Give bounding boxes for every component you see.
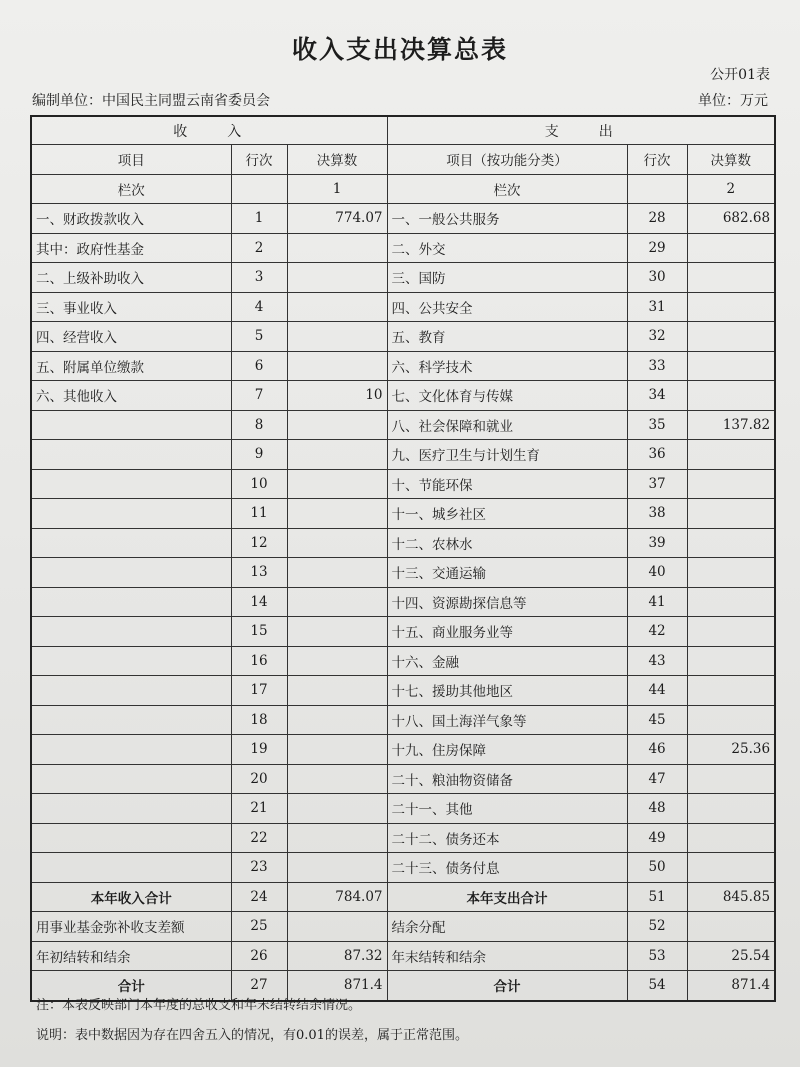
expense-item: 十五、商业服务业等: [387, 617, 627, 647]
income-row-no: 12: [231, 528, 287, 558]
table-row: [31, 705, 775, 735]
expense-item: 二十、粮油物资储备: [387, 764, 627, 794]
income-row-no: 9: [231, 440, 287, 470]
col-index-1: 1: [287, 174, 387, 204]
expense-item: 十、节能环保: [387, 469, 627, 499]
income-item: 一、财政拨款收入: [31, 204, 231, 234]
income-row-no: 16: [231, 646, 287, 676]
expense-item: 八、社会保障和就业: [387, 410, 627, 440]
grand-total-no-expense: 54: [627, 971, 687, 1001]
income-item: 其中：政府性基金: [31, 233, 231, 263]
table-row: [31, 735, 775, 765]
grand-total-label-expense: 合计: [387, 971, 627, 1001]
expense-amount: [687, 558, 775, 588]
col-index-blank: [231, 174, 287, 204]
table-row: [31, 853, 775, 883]
expense-row-no: 47: [627, 764, 687, 794]
col-label-2: 栏次: [387, 174, 627, 204]
expense-item: 九、医疗卫生与计划生育: [387, 440, 627, 470]
column-index-row: [31, 174, 775, 204]
income-amount: [287, 794, 387, 824]
income-amount: [287, 646, 387, 676]
expense-amount: [687, 646, 775, 676]
page-title: 收入支出决算总表: [291, 35, 508, 64]
fund-amount: [287, 912, 387, 942]
expense-amount: [687, 381, 775, 411]
col-item: 项目: [31, 145, 231, 175]
fund-no: 25: [231, 912, 287, 942]
income-header: 收 入: [31, 116, 387, 145]
expense-row-no: 37: [627, 469, 687, 499]
income-amount: [287, 322, 387, 352]
income-item: 四、经营收入: [31, 322, 231, 352]
income-item: 三、事业收入: [31, 292, 231, 322]
table-row: [31, 410, 775, 440]
income-row-no: 7: [231, 381, 287, 411]
income-row-no: 20: [231, 764, 287, 794]
table-row: [31, 617, 775, 647]
fund-label: 用事业基金弥补收支差额: [31, 912, 231, 942]
expense-item: 十二、农林水: [387, 528, 627, 558]
expense-item: 十九、住房保障: [387, 735, 627, 765]
income-item: [31, 705, 231, 735]
expense-item: 七、文化体育与传媒: [387, 381, 627, 411]
expense-amount: [687, 469, 775, 499]
income-total-amount: 784.07: [287, 882, 387, 912]
income-row-no: 4: [231, 292, 287, 322]
col-row-no-2: 行次: [627, 145, 687, 175]
expense-item: 四、公共安全: [387, 292, 627, 322]
income-expense-table: [30, 115, 776, 1002]
income-item: [31, 617, 231, 647]
expense-item: 十八、国土海洋气象等: [387, 705, 627, 735]
income-row-no: 3: [231, 263, 287, 293]
expense-row-no: 30: [627, 263, 687, 293]
fund-row: [31, 912, 775, 942]
carryover-row: [31, 941, 775, 971]
income-row-no: 22: [231, 823, 287, 853]
expense-amount: [687, 499, 775, 529]
form-code: 公开01表: [710, 67, 770, 83]
expense-row-no: 44: [627, 676, 687, 706]
income-amount: [287, 587, 387, 617]
table-row: [31, 204, 775, 234]
expense-item: 五、教育: [387, 322, 627, 352]
expense-amount: [687, 676, 775, 706]
income-item: 二、上级补助收入: [31, 263, 231, 293]
expense-amount: [687, 764, 775, 794]
expense-item: 二十三、债务付息: [387, 853, 627, 883]
income-amount: [287, 499, 387, 529]
expense-amount: [687, 292, 775, 322]
expense-amount: [687, 528, 775, 558]
table-row: [31, 587, 775, 617]
income-amount: [287, 440, 387, 470]
col-row-no: 行次: [231, 145, 287, 175]
expense-row-no: 38: [627, 499, 687, 529]
table-row: [31, 676, 775, 706]
income-total-label: 本年收入合计: [31, 882, 231, 912]
expense-item: 十四、资源勘探信息等: [387, 587, 627, 617]
income-amount: 774.07: [287, 204, 387, 234]
expense-row-no: 50: [627, 853, 687, 883]
expense-row-no: 33: [627, 351, 687, 381]
distribution-no: 52: [627, 912, 687, 942]
income-item: 五、附属单位缴款: [31, 351, 231, 381]
total-row: [31, 882, 775, 912]
table-row: [31, 440, 775, 470]
expense-row-no: 48: [627, 794, 687, 824]
expense-amount: [687, 351, 775, 381]
expense-row-no: 49: [627, 823, 687, 853]
expense-amount: 137.82: [687, 410, 775, 440]
income-item: [31, 853, 231, 883]
begin-balance-amount: 87.32: [287, 941, 387, 971]
table-row: [31, 558, 775, 588]
compiling-unit: 编制单位：中国民主同盟云南省委员会: [32, 93, 270, 109]
expense-row-no: 41: [627, 587, 687, 617]
grand-total-amount-income: 871.4: [287, 971, 387, 1001]
expense-row-no: 42: [627, 617, 687, 647]
income-total-no: 24: [231, 882, 287, 912]
expense-amount: [687, 794, 775, 824]
grand-total-label-income: 合计: [31, 971, 231, 1001]
expense-amount: [687, 853, 775, 883]
expense-amount: [687, 233, 775, 263]
income-item: [31, 646, 231, 676]
expense-amount: [687, 322, 775, 352]
income-row-no: 6: [231, 351, 287, 381]
expense-total-no: 51: [627, 882, 687, 912]
income-row-no: 8: [231, 410, 287, 440]
table-row: [31, 528, 775, 558]
expense-item: 二十二、债务还本: [387, 823, 627, 853]
explanation-note: 说明：表中数据因为存在四舍五入的情况，有0.01的误差，属于正常范围。: [36, 1028, 468, 1043]
income-row-no: 23: [231, 853, 287, 883]
grand-total-no-income: 27: [231, 971, 287, 1001]
expense-row-no: 36: [627, 440, 687, 470]
income-row-no: 18: [231, 705, 287, 735]
expense-row-no: 29: [627, 233, 687, 263]
table-row: [31, 292, 775, 322]
col-index-blank-2: [627, 174, 687, 204]
table-row: [31, 823, 775, 853]
grand-total-amount-expense: 871.4: [687, 971, 775, 1001]
income-item: [31, 558, 231, 588]
income-amount: 10: [287, 381, 387, 411]
expense-total-label: 本年支出合计: [387, 882, 627, 912]
expense-row-no: 31: [627, 292, 687, 322]
income-amount: [287, 528, 387, 558]
income-row-no: 15: [231, 617, 287, 647]
table-row: [31, 351, 775, 381]
expense-amount: [687, 587, 775, 617]
income-row-no: 5: [231, 322, 287, 352]
expense-row-no: 45: [627, 705, 687, 735]
table-row: [31, 263, 775, 293]
expense-amount: [687, 705, 775, 735]
expense-amount: [687, 440, 775, 470]
expense-row-no: 32: [627, 322, 687, 352]
income-amount: [287, 705, 387, 735]
expense-row-no: 46: [627, 735, 687, 765]
expense-item: 一、一般公共服务: [387, 204, 627, 234]
begin-balance-label: 年初结转和结余: [31, 941, 231, 971]
income-amount: [287, 233, 387, 263]
expense-row-no: 40: [627, 558, 687, 588]
income-amount: [287, 735, 387, 765]
expense-total-amount: 845.85: [687, 882, 775, 912]
distribution-label: 结余分配: [387, 912, 627, 942]
income-item: [31, 469, 231, 499]
unit-label: 单位：万元: [698, 93, 768, 109]
income-amount: [287, 853, 387, 883]
expense-amount: 25.36: [687, 735, 775, 765]
income-item: [31, 410, 231, 440]
expense-item: 三、国防: [387, 263, 627, 293]
income-item: [31, 499, 231, 529]
end-balance-label: 年末结转和结余: [387, 941, 627, 971]
income-item: [31, 587, 231, 617]
col-amount: 决算数: [287, 145, 387, 175]
income-amount: [287, 764, 387, 794]
expense-header: 支 出: [387, 116, 775, 145]
expense-item: 六、科学技术: [387, 351, 627, 381]
col-index-2: 2: [687, 174, 775, 204]
begin-balance-no: 26: [231, 941, 287, 971]
expense-amount: 682.68: [687, 204, 775, 234]
end-balance-amount: 25.54: [687, 941, 775, 971]
table-row: [31, 322, 775, 352]
expense-item: 十三、交通运输: [387, 558, 627, 588]
expense-row-no: 35: [627, 410, 687, 440]
income-item: [31, 823, 231, 853]
table-row: [31, 794, 775, 824]
income-item: [31, 676, 231, 706]
income-amount: [287, 410, 387, 440]
expense-row-no: 43: [627, 646, 687, 676]
income-row-no: 19: [231, 735, 287, 765]
table-header-group: [31, 116, 775, 145]
income-row-no: 13: [231, 558, 287, 588]
income-item: [31, 735, 231, 765]
income-amount: [287, 676, 387, 706]
expense-item: 二十一、其他: [387, 794, 627, 824]
income-item: [31, 440, 231, 470]
income-item: [31, 794, 231, 824]
expense-item: 十一、城乡社区: [387, 499, 627, 529]
income-amount: [287, 617, 387, 647]
expense-amount: [687, 823, 775, 853]
income-row-no: 10: [231, 469, 287, 499]
income-amount: [287, 263, 387, 293]
income-row-no: 17: [231, 676, 287, 706]
expense-item: 二、外交: [387, 233, 627, 263]
income-item: [31, 528, 231, 558]
end-balance-no: 53: [627, 941, 687, 971]
expense-row-no: 28: [627, 204, 687, 234]
expense-amount: [687, 263, 775, 293]
table-row: [31, 233, 775, 263]
table-row: [31, 381, 775, 411]
table-row: [31, 499, 775, 529]
income-amount: [287, 351, 387, 381]
income-row-no: 11: [231, 499, 287, 529]
table-row: [31, 469, 775, 499]
col-amount-2: 决算数: [687, 145, 775, 175]
income-item: [31, 764, 231, 794]
income-amount: [287, 292, 387, 322]
expense-amount: [687, 617, 775, 647]
income-row-no: 1: [231, 204, 287, 234]
table-row: [31, 764, 775, 794]
expense-item: 十七、援助其他地区: [387, 676, 627, 706]
col-label: 栏次: [31, 174, 231, 204]
expense-item: 十六、金融: [387, 646, 627, 676]
distribution-amount: [687, 912, 775, 942]
table-header-columns: [31, 145, 775, 175]
income-row-no: 2: [231, 233, 287, 263]
income-amount: [287, 558, 387, 588]
income-row-no: 14: [231, 587, 287, 617]
income-item: 六、其他收入: [31, 381, 231, 411]
income-row-no: 21: [231, 794, 287, 824]
table-row: [31, 646, 775, 676]
expense-row-no: 39: [627, 528, 687, 558]
col-item-func: 项目（按功能分类）: [387, 145, 627, 175]
expense-row-no: 34: [627, 381, 687, 411]
footnote: 注：本表反映部门本年度的总收支和年末结转结余情况。: [36, 998, 362, 1013]
income-amount: [287, 469, 387, 499]
income-amount: [287, 823, 387, 853]
